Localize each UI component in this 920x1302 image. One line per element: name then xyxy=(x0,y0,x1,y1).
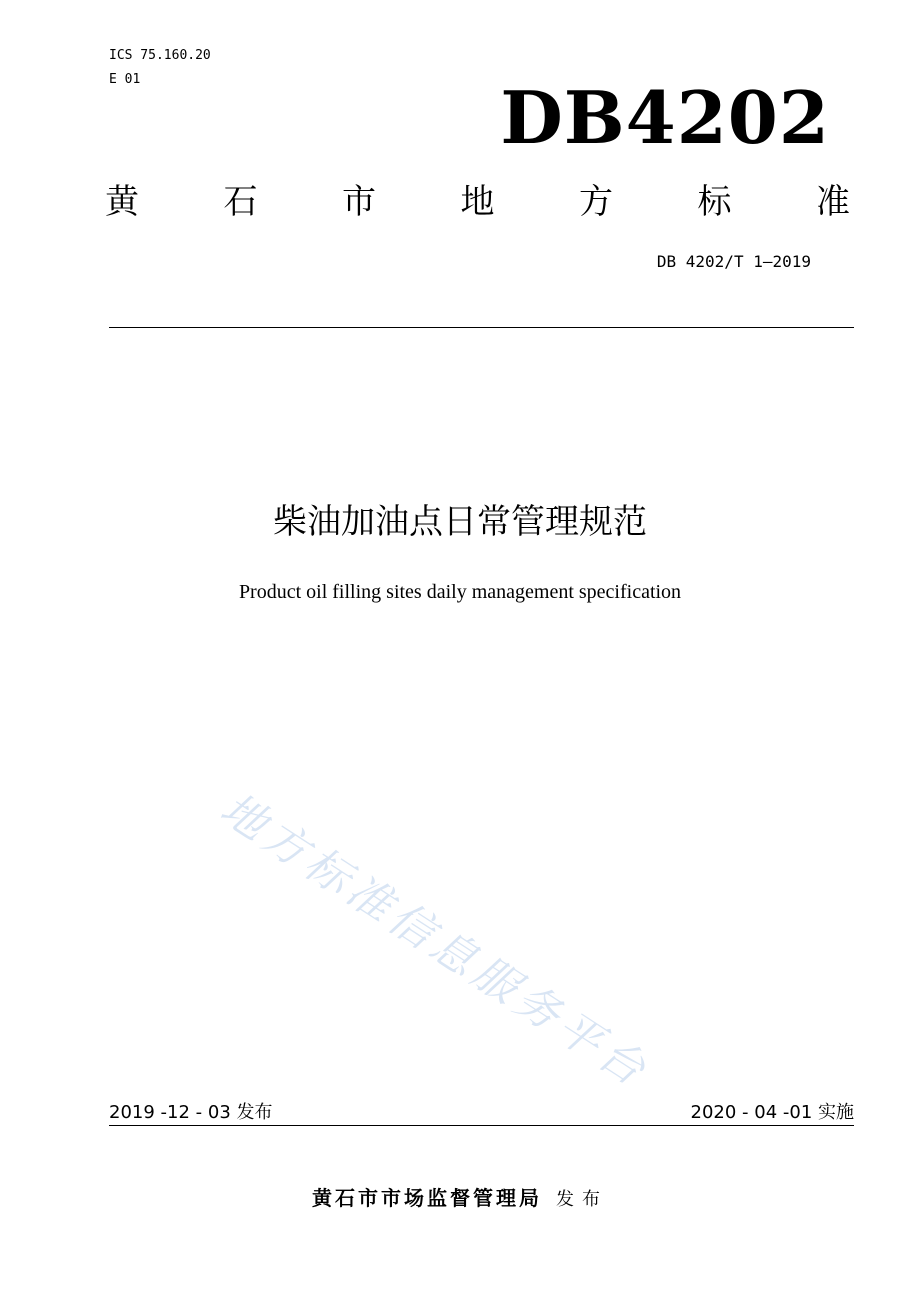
implementation-date: 2020 - 04 -01 实施 xyxy=(690,1102,854,1123)
ics-code: ICS 75.160.20 xyxy=(109,48,211,63)
standard-kind-char: 黄 xyxy=(105,182,139,222)
ccs-code: E 01 xyxy=(109,72,141,87)
standard-kind-char: 市 xyxy=(342,182,376,222)
standard-kind xyxy=(105,180,850,224)
standard-kind-char: 准 xyxy=(816,182,850,222)
document-title-cn: 柴油加油点日常管理规范 xyxy=(273,502,647,542)
standard-code-large: DB4202 xyxy=(500,75,830,160)
issuer-organization: 黄石市市场监督管理局 xyxy=(312,1186,542,1210)
standard-kind-char: 地 xyxy=(460,182,495,222)
header-divider xyxy=(109,327,854,328)
standard-kind-char: 标 xyxy=(697,182,732,222)
standard-kind-char: 石 xyxy=(223,182,258,222)
document-title-en: Product oil filling sites daily management specification xyxy=(238,581,682,603)
issue-date: 2019 -12 - 03 发布 xyxy=(109,1102,273,1123)
watermark: 地方标准信息服务平台 xyxy=(211,783,659,1099)
issuer xyxy=(0,1184,920,1214)
issuer-action: 发布 xyxy=(556,1189,608,1210)
standard-kind-char: 方 xyxy=(579,182,613,222)
footer-divider xyxy=(109,1125,854,1126)
standard-number: DB 4202/T 1—2019 xyxy=(656,252,811,271)
